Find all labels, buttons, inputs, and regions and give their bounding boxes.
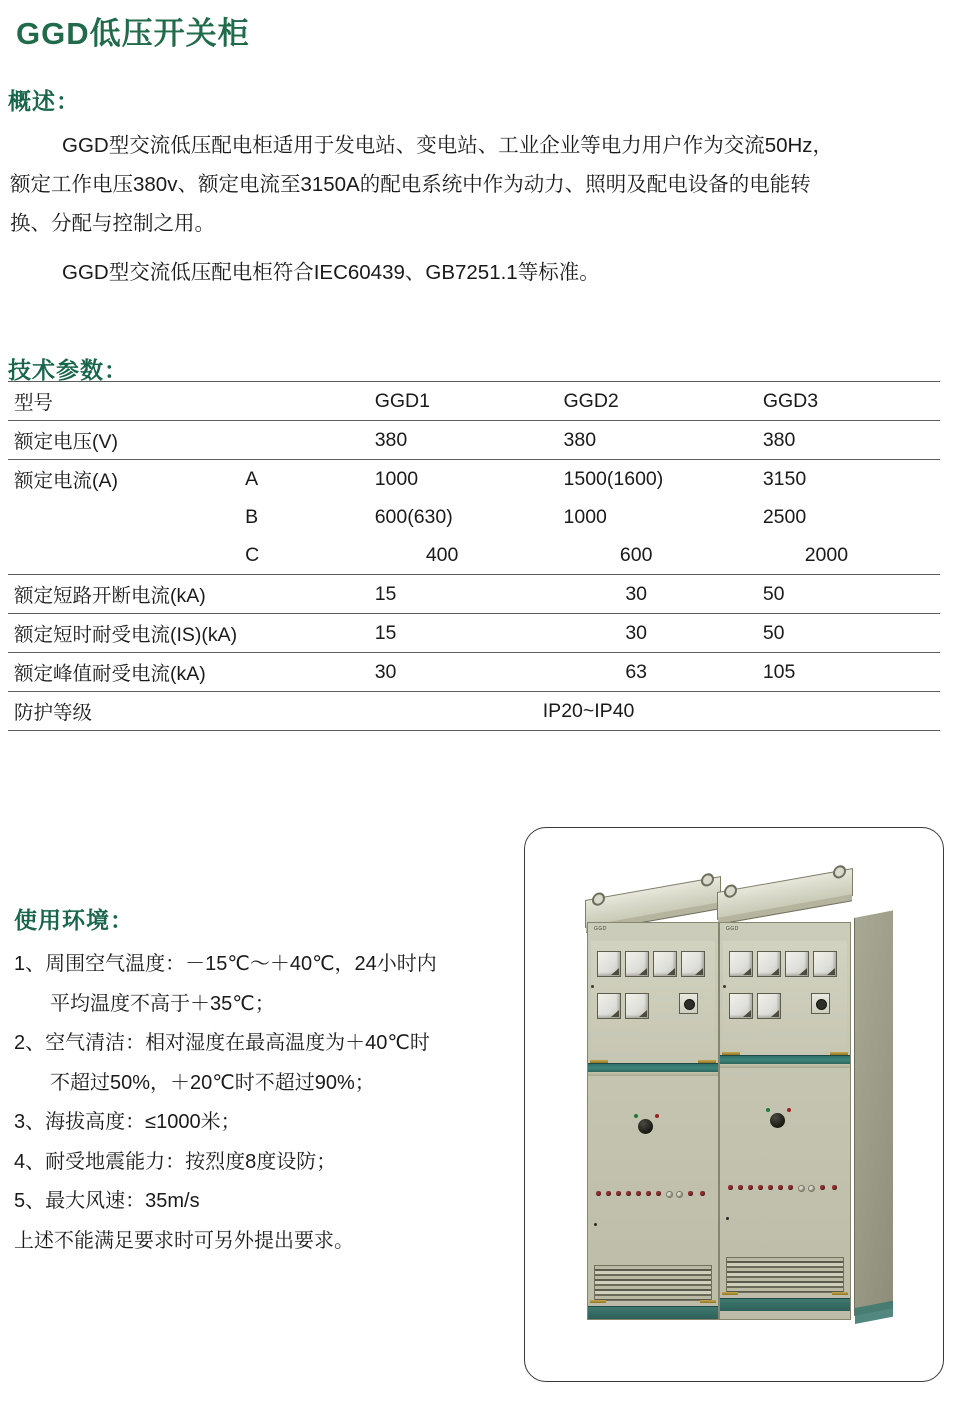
indicator-dot: [728, 1185, 733, 1190]
row-label: 额定电流(A): [14, 470, 118, 492]
row-sublabel: [237, 575, 371, 614]
panel-meter: [729, 993, 753, 1019]
door-handle-knob[interactable]: [638, 1119, 653, 1134]
row-label: 额定电压(V): [8, 421, 237, 460]
door-screw: [594, 1223, 597, 1226]
indicator-dot: [788, 1185, 793, 1190]
panel-indicator-dot: [591, 985, 594, 988]
cell-ggd1: 30: [371, 653, 560, 692]
indicator-dot: [768, 1185, 773, 1190]
panel-meter: [785, 951, 809, 977]
hinge-trim: [590, 1300, 606, 1303]
env-item-number: 3、: [14, 1111, 46, 1133]
cabinet-bay-left: [587, 922, 719, 1320]
indicator-dot: [832, 1185, 837, 1190]
rotary-selector-switch[interactable]: [679, 993, 698, 1014]
row-sublabel: [237, 614, 371, 653]
indicator-led-green: [766, 1108, 770, 1112]
panel-indicator-dot: [723, 985, 726, 988]
rotary-knob-icon[interactable]: [816, 999, 827, 1010]
table-row-protection-degree: [8, 692, 940, 731]
page-title: GGD低压开关柜: [16, 16, 250, 51]
ventilation-louver: [726, 1257, 844, 1293]
list-item: [14, 1182, 484, 1222]
cell-ggd3: 2500: [762, 505, 807, 528]
cell-ggd3: 105: [759, 653, 940, 692]
row-label: 型号: [8, 382, 237, 421]
table-row-rated-voltage: [8, 421, 940, 460]
indicator-dot: [646, 1191, 651, 1196]
cabinet-trim-strip: [588, 1072, 718, 1076]
cabinet-bay-right: [719, 922, 851, 1320]
cell-ggd2: 63: [560, 653, 759, 692]
hinge-trim: [832, 1292, 848, 1295]
hinge-trim: [722, 1292, 738, 1295]
indicator-dot: [778, 1185, 783, 1190]
cabinet-logo-label: GGD: [594, 926, 607, 932]
row-label: [8, 498, 237, 536]
env-item-text: 最大风速：35m/s: [45, 1190, 200, 1212]
panel-meter: [681, 951, 705, 977]
indicator-dot: [676, 1191, 683, 1198]
overview-paragraph-line-3: 换、分配与控制之用。: [10, 212, 215, 235]
lifting-eyebolt-icon: [701, 872, 714, 887]
cell-ggd3: 2000: [759, 536, 940, 575]
rotary-selector-switch[interactable]: [811, 993, 830, 1014]
indicator-dot-row: [728, 1185, 844, 1191]
panel-meter: [813, 951, 837, 977]
indicator-dot: [820, 1185, 825, 1190]
cell-ggd1: GGD1: [371, 382, 560, 421]
panel-meter: [597, 951, 621, 977]
cell-ggd3: 50: [759, 614, 940, 653]
environment-footnote: 上述不能满足要求时可另外提出要求。: [14, 1229, 354, 1252]
cell-ggd1: 15: [371, 614, 560, 653]
door-handle-knob[interactable]: [770, 1113, 785, 1128]
overview-paragraph-line-1: GGD型交流低压配电柜适用于发电站、变电站、工业企业等电力用户作为交流50Hz，: [62, 134, 834, 157]
indicator-dot: [808, 1185, 815, 1192]
row-label: 额定峰值耐受电流(kA): [8, 653, 237, 692]
row-sublabel: C: [237, 536, 371, 575]
hinge-trim: [830, 1052, 848, 1055]
row-sublabel: [237, 382, 371, 421]
list-item: [14, 1103, 484, 1143]
env-item-text: 空气清洁：相对湿度在最高温度为＋40℃时: [45, 1032, 430, 1054]
row-sublabel: [237, 653, 371, 692]
table-row-breaking-current: [8, 575, 940, 614]
cell-ggd2: 600: [560, 536, 759, 575]
cell-ggd2: 1000: [563, 505, 607, 528]
table-row-model: [8, 382, 940, 421]
cell-ggd1: 15: [371, 575, 560, 614]
indicator-dot-row: [596, 1191, 712, 1197]
cabinet-hood-left: [585, 876, 721, 928]
row-sublabel: B: [245, 505, 259, 528]
env-item-number: 4、: [14, 1150, 46, 1173]
overview-text-block: [10, 126, 965, 292]
cell-ggd2: 1500(1600): [563, 467, 664, 490]
list-item: [14, 1024, 484, 1103]
specs-heading: 技术参数：: [8, 357, 128, 383]
lifting-eyebolt-icon: [724, 883, 737, 898]
row-label: 防护等级: [8, 692, 237, 731]
rotary-knob-icon[interactable]: [684, 999, 695, 1010]
indicator-dot: [626, 1191, 631, 1196]
cell-ggd3: 3150: [762, 467, 807, 490]
env-item-text: 海拔高度：≤1000米；: [45, 1111, 241, 1133]
panel-meter: [653, 951, 677, 977]
product-photo: [525, 828, 943, 1381]
environment-list: [14, 945, 484, 1261]
cabinet-logo-label: GGD: [726, 926, 739, 932]
list-item: [14, 945, 484, 1024]
table-row-rated-current-c: [8, 536, 940, 575]
hood-lip: [718, 894, 852, 925]
cell-ggd3: GGD3: [759, 382, 940, 421]
indicator-dot: [798, 1185, 805, 1192]
cell-ggd1: 600(630): [374, 505, 453, 528]
specifications-table: [8, 381, 940, 731]
door-screw: [726, 1217, 729, 1220]
cabinet-trim-strip: [720, 1064, 850, 1068]
switchgear-cabinet-illustration: [583, 890, 893, 1330]
hinge-trim: [590, 1060, 608, 1063]
meter-panel-right: [723, 941, 847, 1059]
indicator-led-red: [787, 1108, 791, 1112]
row-label: 额定短路开断电流(kA): [8, 575, 237, 614]
cell-protection-value: IP20~IP40: [237, 692, 940, 731]
row-sublabel: [237, 421, 371, 460]
hinge-trim: [722, 1052, 740, 1055]
cell-ggd1: 400: [371, 536, 560, 575]
row-label: 额定短时耐受电流(IS)(kA): [8, 614, 237, 653]
indicator-led-green: [634, 1114, 638, 1118]
hinge-trim: [700, 1300, 716, 1303]
table-row-rated-current-a: [8, 460, 940, 499]
row-sublabel: A: [245, 467, 259, 490]
overview-paragraph-2: GGD型交流低压配电柜符合IEC60439、GB7251.1等标准。: [62, 261, 600, 284]
cabinet-plinth: [588, 1306, 718, 1319]
cell-ggd2: 30: [560, 614, 759, 653]
cell-ggd3: 380: [759, 421, 940, 460]
meter-panel-left: [591, 941, 715, 1059]
overview-heading: 概述：: [8, 88, 80, 114]
table-row-peak-current: [8, 653, 940, 692]
table-row-rated-current-b: [8, 498, 940, 536]
cell-ggd2: GGD2: [560, 382, 759, 421]
row-label: [8, 536, 237, 575]
env-item-text: 耐受地震能力：按烈度8度设防；: [45, 1150, 337, 1173]
indicator-dot: [700, 1191, 705, 1196]
cell-ggd2: 30: [560, 575, 759, 614]
panel-meter: [625, 951, 649, 977]
indicator-dot: [596, 1191, 601, 1196]
env-item-text-cont: 不超过50%，＋20℃时不超过90%；: [50, 1071, 375, 1094]
indicator-dot: [758, 1185, 763, 1190]
indicator-dot: [688, 1191, 693, 1196]
indicator-led-red: [655, 1114, 659, 1118]
panel-meter: [597, 993, 621, 1019]
product-photo-frame: [524, 827, 944, 1382]
env-item-number: 2、: [14, 1032, 46, 1054]
environment-heading: 使用环境：: [14, 907, 134, 933]
indicator-dot: [616, 1191, 621, 1196]
panel-meter: [757, 993, 781, 1019]
cell-ggd2: 380: [560, 421, 759, 460]
env-item-text: 周围空气温度：－15℃～＋40℃，24小时内: [45, 953, 437, 975]
list-item: [14, 1143, 484, 1183]
cell-ggd1: 380: [371, 421, 560, 460]
lifting-eyebolt-icon: [833, 864, 846, 879]
panel-meter: [625, 993, 649, 1019]
table-row-short-time-current: [8, 614, 940, 653]
env-item-text-cont: 平均温度不高于＋35℃；: [50, 992, 275, 1015]
indicator-dot: [656, 1191, 661, 1196]
indicator-dot: [606, 1191, 611, 1196]
panel-meter: [757, 951, 781, 977]
cabinet-side-panel: [854, 910, 893, 1316]
indicator-dot: [666, 1191, 673, 1198]
lifting-eyebolt-icon: [592, 891, 605, 906]
cell-ggd1: 1000: [374, 467, 419, 490]
cabinet-hood-right: [717, 868, 853, 920]
env-item-number: 5、: [14, 1190, 46, 1212]
cabinet-plinth: [720, 1298, 850, 1311]
overview-paragraph-line-2: 额定工作电压380v、额定电流至3150A的配电系统中作为动力、照明及配电设备的电能转: [10, 173, 811, 196]
hinge-trim: [698, 1060, 716, 1063]
indicator-dot: [738, 1185, 743, 1190]
env-item-number: 1、: [14, 953, 46, 975]
ventilation-louver: [594, 1265, 712, 1301]
cell-ggd3: 50: [759, 575, 940, 614]
indicator-dot: [636, 1191, 641, 1196]
indicator-dot: [748, 1185, 753, 1190]
panel-meter: [729, 951, 753, 977]
